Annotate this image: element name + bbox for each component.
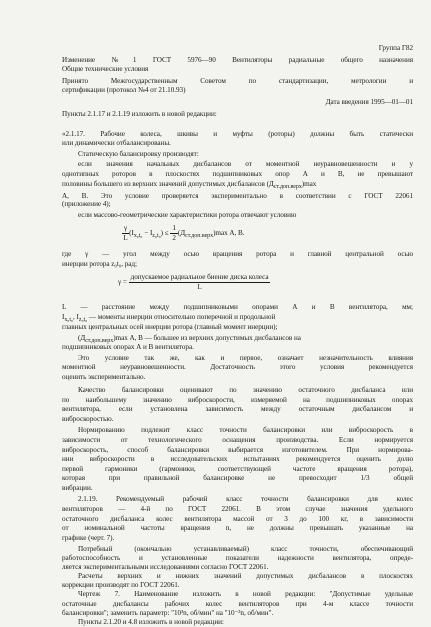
clause-2117-line-7: А, В. Это условие проверяется экспериментально в соответствии с ГОСТ 22061 — [62, 191, 413, 200]
adoption-line-1: Принято Межгосударственным Советом по стандартизации, метрологии и — [62, 77, 413, 85]
def-line-2-sub-1: x₀t₀ — [64, 317, 73, 324]
formula-tail: )max А, В. — [213, 229, 245, 238]
clause-2119-line-12: остаточные дисбалансы рабочих колес вентиляторов при 4-м классе точности — [62, 599, 413, 608]
clause-2119-line-14: Пункты 2.1.20 и 4.8 изложить в новой редакции: — [78, 618, 224, 626]
quality-line-9: первой гармоники (гармоники, соответствующей частоте вращения ротора), — [62, 464, 413, 473]
clause-2119-line-8: ляется экспериментальными исследованиями согласно ГОСТ 22061. — [62, 562, 269, 571]
def-line-1: L — расстояние между подшипниковыми опорами А и В вентилятора, мм; — [62, 302, 413, 311]
clause-2119-line-7: работоспособность и установленные показатели надежности вентилятора, опреде- — [62, 553, 413, 562]
def-line-2-sub-2: z₀t₀ — [78, 317, 88, 324]
clause-2119-line-1: 2.1.19. Рекомендуемый рабочий класс точности балансировки для колес — [78, 495, 413, 504]
quality-line-6: зависимости от технологического оснащения производства. Если нормируется — [62, 435, 413, 444]
instruction-line: Пункты 2.1.17 и 2.1.19 изложить в новой редакции: — [62, 110, 217, 119]
formula-sub-1: x₀t₀ — [133, 233, 143, 240]
formula-gamma-num: допускаемое радиальное биение диска колеса — [130, 273, 269, 282]
clause-2119-line-9: Расчеты верхних и нижних значений допустимых дисбалансов в плоскостях — [78, 572, 413, 580]
clause-2119-line-11: Чертеж 7. Наименование изложить в новой редакции: "Допустимые удельные — [78, 590, 413, 599]
formula-gamma-lhs: γ = — [118, 278, 127, 287]
def-line-2-comma: , I — [73, 313, 79, 322]
formula-half-den: 2 — [172, 234, 176, 243]
def-line-2-i: I — [62, 313, 65, 322]
clause-2119-line-10: коррекции производят по ГОСТ 22061. — [62, 581, 180, 590]
clause-2117-line-3: Статическую балансировку производят: — [78, 149, 199, 158]
clause-2117-line-6-tail: )max — [301, 180, 317, 189]
clause-2117-line-6-subscript: ст.доп.верх — [273, 184, 302, 191]
formula-sub-3: ст.доп.верх — [185, 233, 214, 240]
def-line-4-sub: ст.доп.верх — [85, 337, 114, 344]
formula-gamma — [118, 273, 431, 291]
formula-gamma-den: L — [197, 283, 202, 292]
formula-d: (Д — [177, 229, 186, 238]
def-line-8: оценить экспериментально. — [62, 372, 146, 381]
clause-2117-line-5: однотипных роторов в плоскостях подшипниковых опор А и В, не превышают — [62, 169, 413, 178]
formula-leq: ) ≤ — [160, 229, 169, 238]
clause-2119-line-6: Потребный (окончально устанавливаемый) класс точности, обеспечивающий — [78, 544, 413, 553]
clause-2119-line-2: вентиляторов — 4-й по ГОСТ 22061. В этом случае значения удельного — [62, 505, 413, 514]
def-line-7: моментной неуравновешенности. Достаточность этого условия рекомендуется — [62, 363, 413, 372]
def-line-2-text: — моменты инерции относительно поперечной и продольной — [87, 313, 276, 322]
group-label: Группа Г82 — [378, 44, 413, 52]
formula-ratio-num: γ — [124, 224, 128, 233]
formula-ratio-den: L — [123, 234, 128, 243]
clause-2119-line-5: графике (черт. 7). — [62, 534, 115, 542]
formula-half — [170, 224, 178, 243]
formula-gamma-fraction — [129, 273, 271, 292]
quality-line-7: виброскорость, способ балансировки выбирается изготовителем. При нормирова- — [62, 445, 413, 454]
quality-line-3: вентилятора, если установлена зависимость между остаточным дисбалансом и — [62, 405, 413, 414]
formula-open: (I — [129, 229, 134, 238]
clause-2117-line-9: если массово-геометрические характеристики ротора отвечают условию — [78, 210, 297, 219]
effective-date: Дата введения 1995—01—01 — [325, 98, 413, 106]
quality-line-1: Качество балансировки оценивают по значению остаточного дисбаланса или — [78, 386, 413, 394]
def-line-3: главных центральных осей инерции ротора (главный момент инерции); — [62, 323, 278, 331]
clause-2117-line-2: или динамически отбалансированы. — [62, 139, 171, 148]
formula-half-num: 1 — [172, 224, 176, 233]
clause-2117-line-1: «2.1.17. Рабочие колеса, шкивы и муфты (роторы) должны быть статически — [62, 130, 413, 139]
quality-line-4: виброскоростью. — [62, 414, 114, 423]
gamma-desc-line-1: где γ — угол между осью вращения ротора и главной центральной осью — [62, 250, 413, 259]
gamma-desc-line-2: инерции ротора z₀t₀, рад; — [62, 260, 137, 268]
clause-2119-line-13: балансировки"; заменить параметр: "10³n, об/мин" на "10⁻³n, об/мин". — [62, 608, 274, 617]
clause-2117-line-4: если значения начальных дисбалансов от моментной неуравновешенности и у — [78, 160, 413, 169]
quality-line-10: которая при правильной балансировке не превосходит 1/3 общей — [62, 474, 413, 483]
def-line-5: подшипниковых опорах А и В вентилятора. — [62, 343, 194, 352]
amendment-subtitle: Общие технические условия — [62, 64, 149, 73]
amendment-title: Изменение №1 ГОСТ 5976—90 Вентиляторы радиальные общего назначения — [62, 56, 413, 64]
clause-2119-line-3: остаточного дисбаланса колес вентилятора массой от 3 до 100 кг, в зависимости — [62, 514, 413, 523]
def-line-4-text: )max А, В — большее из верхних допустимых дисбалансов на — [113, 333, 301, 342]
clause-2117-line-8: (приложение 4); — [62, 200, 111, 209]
quality-line-2: по наибольшему значению виброскорости, измеряемой на подшипниковых опорах — [62, 395, 413, 404]
formula-sub-2: z₀t₀ — [152, 233, 161, 240]
def-line-4-open: (Д — [78, 333, 86, 342]
quality-line-5: Нормированию подлежит класс точности балансировки или виброскорость в — [78, 426, 413, 435]
clause-2117-line-6 — [62, 180, 431, 192]
adoption-line-2: сертификации (протокол №4 от 21.10.93) — [62, 85, 186, 94]
quality-line-11: вибрации. — [62, 484, 93, 493]
formula-minus: − I — [142, 229, 153, 238]
def-line-6: Это условие так же, как и первое, означает незначительность влияния — [78, 353, 413, 362]
quality-line-8: нии виброскорости в исследовательских испытаниях рекомендуется оценить долю — [62, 455, 413, 464]
formula-balance-condition — [122, 224, 431, 242]
clause-2119-line-4: от номинальной частоты вращения n, не должны превышать указанные на — [62, 524, 413, 533]
clause-2117-line-6-text: половины большего из верхних значений допустимых дисбалансов (Д — [62, 180, 274, 189]
